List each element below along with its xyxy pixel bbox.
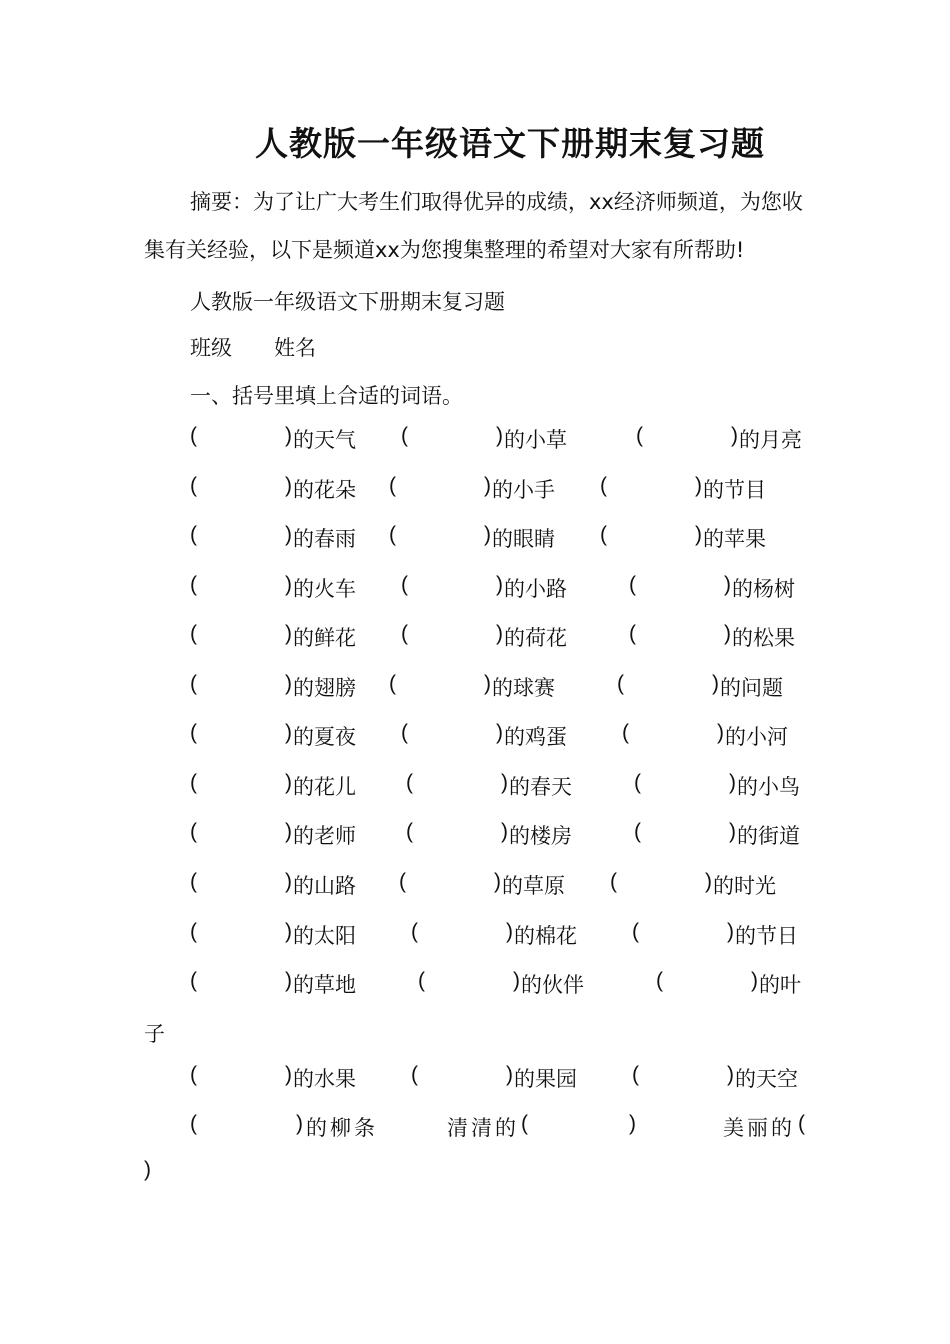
fill-blank-row	[0, 1063, 950, 1093]
open-paren: (	[401, 622, 408, 645]
page-title: 人教版一年级语文下册期末复习题	[255, 124, 765, 163]
close-paren: )	[729, 771, 736, 794]
close-paren: )	[285, 523, 292, 546]
blank-phrase: 的街道	[737, 824, 800, 848]
open-paren: (	[190, 523, 197, 546]
close-paren: )	[513, 969, 520, 992]
close-paren: )	[705, 870, 712, 893]
open-paren: (	[399, 870, 406, 893]
fill-blank-row	[0, 771, 950, 801]
close-paren: )	[285, 1063, 292, 1086]
open-paren: (	[389, 523, 396, 546]
open-paren: (	[401, 573, 408, 596]
blank-phrase: 的太阳	[293, 924, 356, 948]
fill-blank-row	[0, 1112, 950, 1142]
blank-phrase: 清清的	[447, 1116, 519, 1140]
close-paren: )	[506, 920, 513, 943]
blank-phrase: 的春雨	[293, 527, 356, 551]
open-paren: (	[636, 424, 643, 447]
blank-phrase: 的球赛	[492, 676, 555, 700]
close-paren: )	[727, 1063, 734, 1086]
open-paren: (	[600, 474, 607, 497]
blank-phrase: 的棉花	[514, 924, 577, 948]
close-paren: )	[717, 721, 724, 744]
open-paren: (	[190, 771, 197, 794]
close-paren: )	[731, 424, 738, 447]
blank-phrase: 的火车	[293, 577, 356, 601]
blank-phrase: 的时光	[713, 874, 776, 898]
close-paren: )	[285, 573, 292, 596]
blank-phrase: 的节目	[703, 478, 766, 502]
fill-blank-row	[0, 969, 950, 999]
open-paren: (	[190, 820, 197, 843]
open-paren: (	[411, 920, 418, 943]
close-paren: )	[285, 771, 292, 794]
close-paren: )	[724, 573, 731, 596]
fill-blank-row	[0, 573, 950, 603]
blank-phrase: 的夏夜	[293, 725, 356, 749]
open-paren: (	[190, 1112, 197, 1135]
blank-phrase: 的眼睛	[492, 527, 555, 551]
close-paren: )	[751, 969, 758, 992]
open-paren: (	[411, 1063, 418, 1086]
fill-blank-row	[0, 820, 950, 850]
blank-phrase: 的天气	[293, 428, 356, 452]
blank-phrase: 的小手	[492, 478, 555, 502]
open-paren: (	[632, 920, 639, 943]
blank-phrase: 的杨树	[732, 577, 795, 601]
close-paren: )	[629, 1112, 636, 1135]
open-paren: (	[190, 969, 197, 992]
class-name-line	[190, 332, 316, 362]
blank-phrase: 的小河	[725, 725, 788, 749]
close-paren: )	[501, 820, 508, 843]
close-paren: )	[285, 969, 292, 992]
open-paren: (	[656, 969, 663, 992]
close-paren: )	[285, 870, 292, 893]
blank-phrase: 的荷花	[504, 626, 567, 650]
open-paren: (	[190, 920, 197, 943]
blank-phrase: 的月亮	[739, 428, 802, 452]
open-paren: (	[190, 870, 197, 893]
close-paren: )	[496, 721, 503, 744]
blank-phrase: 的春天	[509, 775, 572, 799]
close-paren: )	[724, 622, 731, 645]
fill-blank-row	[0, 523, 950, 553]
close-paren: )	[144, 1158, 151, 1181]
blank-phrase: 的苹果	[703, 527, 766, 551]
section-heading: 一、括号里填上合适的词语。	[190, 384, 463, 408]
close-paren: )	[506, 1063, 513, 1086]
blank-phrase: 的草地	[293, 973, 356, 997]
close-paren: )	[285, 622, 292, 645]
blank-phrase: 美丽的	[723, 1116, 795, 1140]
open-paren: (	[190, 474, 197, 497]
open-paren: (	[617, 672, 624, 695]
open-paren: (	[629, 573, 636, 596]
name-label: 姓名	[274, 336, 316, 360]
blank-phrase: 的水果	[293, 1067, 356, 1091]
open-paren: (	[521, 1112, 528, 1135]
wrapped-text: 子	[144, 1022, 165, 1046]
open-paren: (	[190, 1063, 197, 1086]
blank-phrase: 的山路	[293, 874, 356, 898]
blank-phrase: 的花儿	[293, 775, 356, 799]
class-label: 班级	[190, 336, 232, 360]
blank-phrase: 的小路	[504, 577, 567, 601]
open-paren: (	[190, 721, 197, 744]
blank-phrase: 的问题	[720, 676, 783, 700]
fill-blank-row	[0, 474, 950, 504]
blank-phrase: 的楼房	[509, 824, 572, 848]
blank-phrase: 的松果	[732, 626, 795, 650]
close-paren: )	[496, 573, 503, 596]
fill-blank-row	[0, 870, 950, 900]
open-paren: (	[190, 672, 197, 695]
close-paren: )	[285, 820, 292, 843]
close-paren: )	[296, 1112, 303, 1135]
open-paren: (	[401, 721, 408, 744]
open-paren: (	[389, 672, 396, 695]
blank-phrase: 的伙伴	[521, 973, 584, 997]
open-paren: (	[629, 622, 636, 645]
blank-phrase: 的小草	[504, 428, 567, 452]
open-paren: (	[632, 1063, 639, 1086]
open-paren: (	[622, 721, 629, 744]
close-paren: )	[496, 424, 503, 447]
blank-phrase: 的翅膀	[293, 676, 356, 700]
abstract-paragraph: 摘要：为了让广大考生们取得优异的成绩，xx经济师频道，为您收集有关经验，以下是频道xx为您搜集整理的希望对大家有所帮助!	[144, 190, 803, 262]
fill-blank-row	[0, 920, 950, 950]
blank-phrase: 的天空	[735, 1067, 798, 1091]
open-paren: (	[406, 771, 413, 794]
close-paren: )	[285, 672, 292, 695]
blank-phrase: 的草原	[502, 874, 565, 898]
close-paren: )	[712, 672, 719, 695]
open-paren: (	[389, 474, 396, 497]
open-paren: (	[634, 820, 641, 843]
open-paren: (	[634, 771, 641, 794]
close-paren: )	[285, 424, 292, 447]
open-paren: (	[190, 573, 197, 596]
close-paren: )	[695, 474, 702, 497]
close-paren: )	[285, 474, 292, 497]
close-paren: )	[494, 870, 501, 893]
blank-phrase: 的鲜花	[293, 626, 356, 650]
close-paren: )	[729, 820, 736, 843]
open-paren: (	[190, 424, 197, 447]
close-paren: )	[285, 721, 292, 744]
blank-phrase: 的叶	[759, 973, 801, 997]
blank-phrase: 的鸡蛋	[504, 725, 567, 749]
close-paren: )	[727, 920, 734, 943]
blank-phrase: 的花朵	[293, 478, 356, 502]
close-paren: )	[484, 474, 491, 497]
close-paren: )	[484, 672, 491, 695]
open-paren: (	[406, 820, 413, 843]
open-paren: (	[190, 622, 197, 645]
open-paren: (	[401, 424, 408, 447]
blank-phrase: 的老师	[293, 824, 356, 848]
blank-phrase: 的节日	[735, 924, 798, 948]
close-paren: )	[695, 523, 702, 546]
blank-phrase: 的柳条	[306, 1116, 378, 1140]
subtitle: 人教版一年级语文下册期末复习题	[190, 290, 505, 314]
close-paren: )	[501, 771, 508, 794]
close-paren: )	[496, 622, 503, 645]
open-paren: (	[600, 523, 607, 546]
open-paren: (	[798, 1112, 805, 1135]
fill-blank-row	[0, 721, 950, 751]
fill-blank-row	[0, 672, 950, 702]
open-paren: (	[610, 870, 617, 893]
blank-phrase: 的小鸟	[737, 775, 800, 799]
blank-phrase: 的果园	[514, 1067, 577, 1091]
fill-blank-row	[0, 424, 950, 454]
close-paren: )	[484, 523, 491, 546]
open-paren: (	[418, 969, 425, 992]
fill-blank-row	[0, 622, 950, 652]
close-paren: )	[285, 920, 292, 943]
